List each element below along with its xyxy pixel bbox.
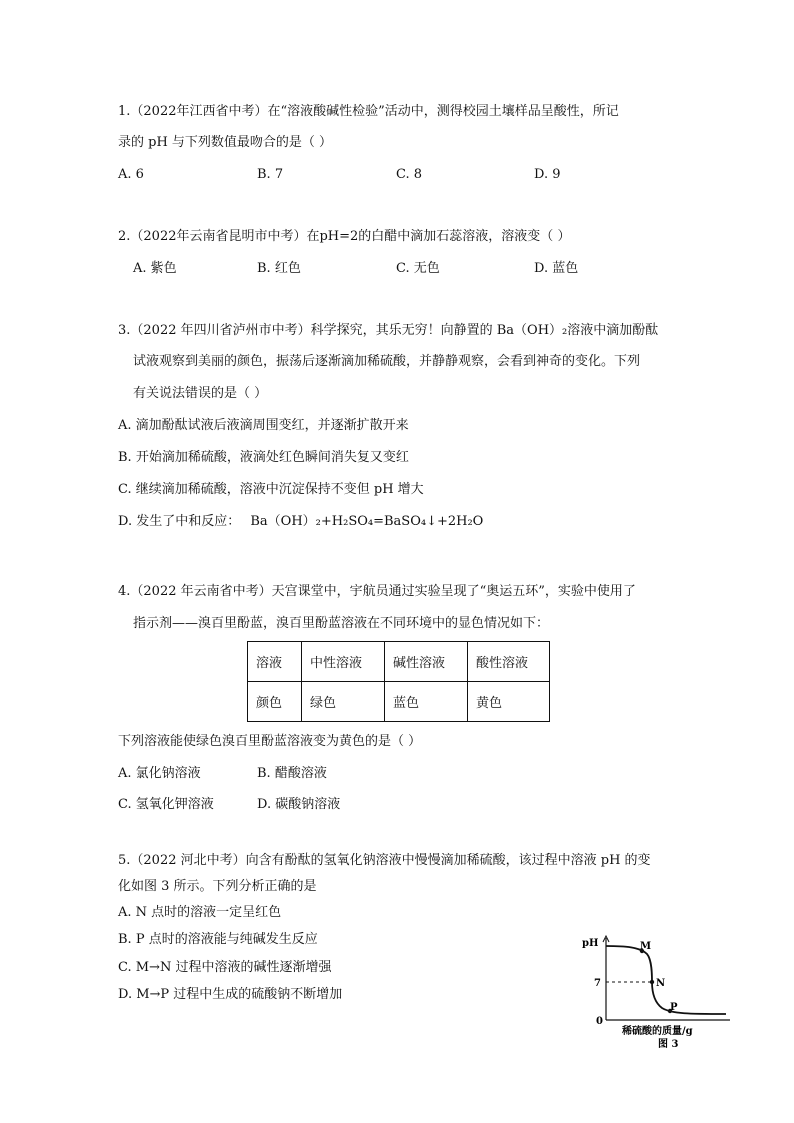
q2-stem-line1: 2.（2022年云南省昆明市中考）在pH=2的白醋中滴加石蕊溶液，溶液变（ ） — [118, 229, 571, 244]
table-cell: 绿色 — [302, 682, 385, 722]
table-cell: 酸性溶液 — [468, 642, 550, 682]
ph-curve — [606, 946, 726, 1014]
q2-option-c: C. 无色 — [396, 261, 440, 276]
q5-stem-line1: 5.（2022 河北中考）向含有酚酞的氢氧化钠溶液中慢慢滴加稀硫酸，该过程中溶液 pH 的变 — [118, 853, 651, 868]
indicator-color-table — [247, 641, 550, 722]
q4-stem-line3: 下列溶液能使绿色溴百里酚蓝溶液变为黄色的是（ ） — [118, 734, 422, 749]
q3-option-d-label: D. 发生了中和反应： — [118, 514, 241, 529]
point-n-label: N — [656, 978, 666, 989]
q3-option-d-formula: Ba（OH）₂+H₂SO₄=BaSO₄↓+2H₂O — [250, 514, 484, 529]
q4-stem-line1: 4.（2022 年云南省中考）天宫课堂中，宇航员通过实验呈现了“奥运五环”，实验中使用了 — [118, 584, 636, 599]
q5-stem-line2: 化如图 3 所示。下列分析正确的是 — [118, 879, 317, 894]
origin-label: 0 — [596, 1016, 603, 1027]
q1-stem-line2: 录的 pH 与下列数值最吻合的是（ ） — [118, 135, 333, 150]
q5-option-c: C. M→N 过程中溶液的碱性逐渐增强 — [118, 960, 332, 975]
q2-option-d: D. 蓝色 — [534, 261, 579, 276]
q4-option-d: D. 碳酸钠溶液 — [257, 797, 341, 812]
y-axis-label: pH — [582, 938, 599, 949]
table-row — [248, 682, 550, 722]
q4-stem-line2: 指示剂——溴百里酚蓝，溴百里酚蓝溶液在不同环境中的显色情况如下： — [133, 616, 550, 631]
q1-option-c: C. 8 — [396, 167, 423, 182]
q3-option-d — [118, 514, 483, 530]
q3-stem-line1: 3.（2022 年四川省泸州市中考）科学探究，其乐无穷！向静置的 Ba（OH）₂溶液中滴加酚酞 — [118, 323, 659, 338]
q2-option-b: B. 红色 — [257, 261, 301, 276]
q4-option-a: A. 氯化钠溶液 — [118, 766, 201, 781]
point-n — [650, 980, 654, 984]
table-cell: 蓝色 — [385, 682, 468, 722]
y-tick-7: 7 — [594, 978, 601, 989]
table-cell: 中性溶液 — [302, 642, 385, 682]
q3-option-b: B. 开始滴加稀硫酸，液滴处红色瞬间消失复又变红 — [118, 450, 409, 465]
q3-option-c: C. 继续滴加稀硫酸，溶液中沉淀保持不变但 pH 增大 — [118, 482, 424, 497]
q5-option-b: B. P 点时的溶液能与纯碱发生反应 — [118, 932, 318, 947]
x-axis-label: 稀硫酸的质量/g — [622, 1026, 693, 1037]
q5-option-a: A. N 点时的溶液一定呈红色 — [118, 905, 282, 920]
q3-stem-line2: 试液观察到美丽的颜色，振荡后逐渐滴加稀硫酸，并静静观察，会看到神奇的变化。下列 — [133, 354, 641, 369]
q1-option-a: A. 6 — [118, 167, 144, 182]
figure-caption: 图 3 — [658, 1039, 679, 1050]
q3-stem-line3: 有关说法错误的是（ ） — [133, 386, 268, 401]
q5-option-d: D. M→P 过程中生成的硫酸钠不断增加 — [118, 987, 343, 1002]
q3-option-a: A. 滴加酚酞试液后液滴周围变红，并逐渐扩散开来 — [118, 418, 409, 433]
point-m-label: M — [640, 941, 652, 952]
q2-option-a: A. 紫色 — [133, 261, 177, 276]
q4-option-c: C. 氢氧化钾溶液 — [118, 797, 214, 812]
q1-option-d: D. 9 — [534, 167, 561, 182]
table-cell: 黄色 — [468, 682, 550, 722]
q4-option-b: B. 醋酸溶液 — [257, 766, 327, 781]
ph-curve-figure — [570, 930, 740, 1050]
table-cell: 颜色 — [248, 682, 302, 722]
point-p-label: P — [670, 1002, 678, 1013]
table-cell: 碱性溶液 — [385, 642, 468, 682]
q1-stem-line1: 1.（2022年江西省中考）在“溶液酸碱性检验”活动中，测得校园土壤样品呈酸性，所记 — [118, 104, 619, 119]
table-row — [248, 642, 550, 682]
q1-option-b: B. 7 — [257, 167, 284, 182]
table-cell: 溶液 — [248, 642, 302, 682]
